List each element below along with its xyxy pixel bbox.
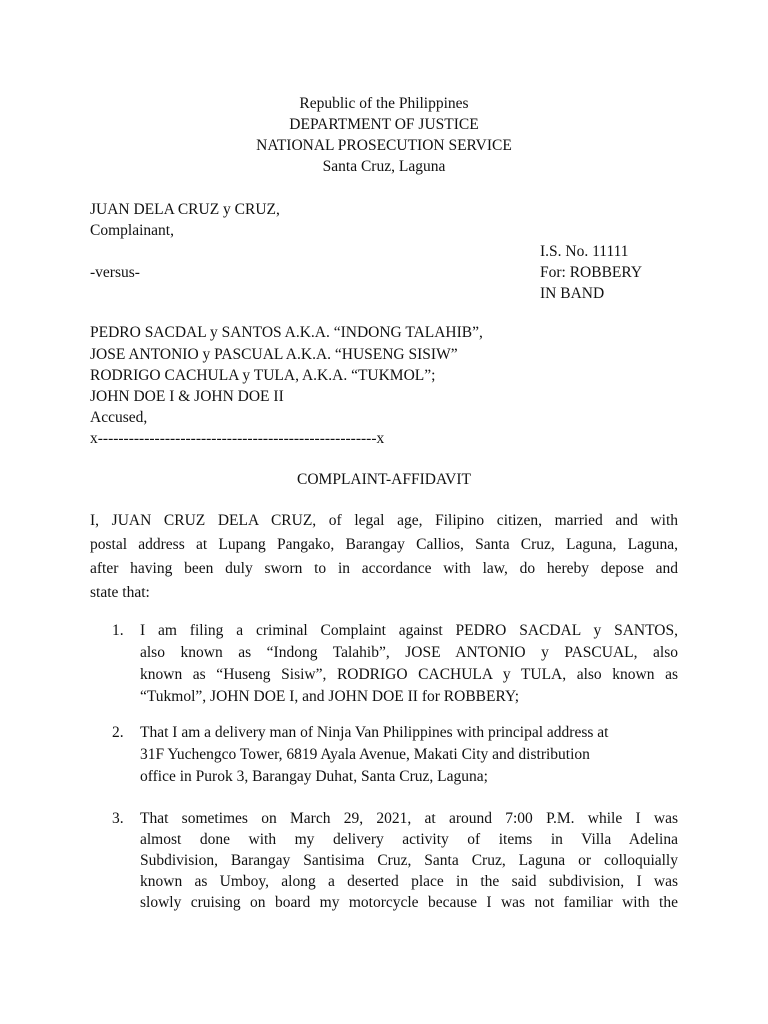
document-title: COMPLAINT-AFFIDAVIT xyxy=(297,471,471,488)
item-3-line-3: Subdivision, Barangay Santisima Cruz, Santa Cruz, Laguna or colloquially xyxy=(140,852,678,869)
intro-line-2: postal address at Lupang Pangako, Barangay Callios, Santa Cruz, Laguna, Laguna, xyxy=(90,536,678,553)
item-1-line-4: “Tukmol”, JOHN DOE I, and JOHN DOE II for ROBBERY; xyxy=(140,688,520,705)
caption-separator: x------------------------------------------------------x xyxy=(90,430,385,447)
item-number: 1. xyxy=(112,622,124,639)
accused-2: JOSE ANTONIO y PASCUAL A.K.A. “HUSENG SISIW” xyxy=(90,346,458,363)
item-1-line-1: I am filing a criminal Complaint against PEDRO SACDAL y SANTOS, xyxy=(140,622,678,639)
intro-line-3: after having been duly sworn to in accordance with law, do hereby depose and xyxy=(90,560,678,577)
item-number: 2. xyxy=(112,724,124,741)
item-2-line-3: office in Purok 3, Barangay Duhat, Santa Cruz, Laguna; xyxy=(140,768,488,785)
item-3-line-4: known as Umboy, along a deserted place in the said subdivision, I was xyxy=(140,873,678,890)
accused-3: RODRIGO CACHULA y TULA, A.K.A. “TUKMOL”; xyxy=(90,367,436,384)
item-2-line-1: That I am a delivery man of Ninja Van Philippines with principal address at xyxy=(140,724,609,741)
complainant-name: JUAN DELA CRUZ y CRUZ, xyxy=(90,201,280,218)
item-2-line-2: 31F Yuchengco Tower, 6819 Ayala Avenue, Makati City and distribution xyxy=(140,746,590,763)
versus-label: -versus- xyxy=(90,264,140,281)
accused-label: Accused, xyxy=(90,409,148,426)
intro-line-1: I, JUAN CRUZ DELA CRUZ, of legal age, Filipino citizen, married and with xyxy=(90,512,678,529)
item-1-line-2: also known as “Indong Talahib”, JOSE ANTONIO y PASCUAL, also xyxy=(140,644,678,661)
intro-line-4: state that: xyxy=(90,584,150,601)
accused-1: PEDRO SACDAL y SANTOS A.K.A. “INDONG TALAHIB”, xyxy=(90,324,483,341)
accused-4: JOHN DOE I & JOHN DOE II xyxy=(90,388,284,405)
item-3-line-5: slowly cruising on board my motorcycle because I was not familiar with the xyxy=(140,894,678,911)
item-3-line-1: That sometimes on March 29, 2021, at around 7:00 P.M. while I was xyxy=(140,810,678,827)
item-3-line-2: almost done with my delivery activity of items in Villa Adelina xyxy=(140,831,678,848)
header-service: NATIONAL PROSECUTION SERVICE xyxy=(256,137,512,154)
item-number: 3. xyxy=(112,810,124,827)
complainant-label: Complainant, xyxy=(90,222,174,239)
header-department: DEPARTMENT OF JUSTICE xyxy=(289,116,479,133)
case-number: I.S. No. 11111 xyxy=(540,243,629,260)
header-republic: Republic of the Philippines xyxy=(299,95,469,112)
header-location: Santa Cruz, Laguna xyxy=(322,158,446,175)
case-charge-continued: IN BAND xyxy=(540,285,605,302)
case-charge: For: ROBBERY xyxy=(540,264,643,281)
item-1-line-3: known as “Huseng Sisiw”, RODRIGO CACHULA y TULA, also known as xyxy=(140,666,678,683)
